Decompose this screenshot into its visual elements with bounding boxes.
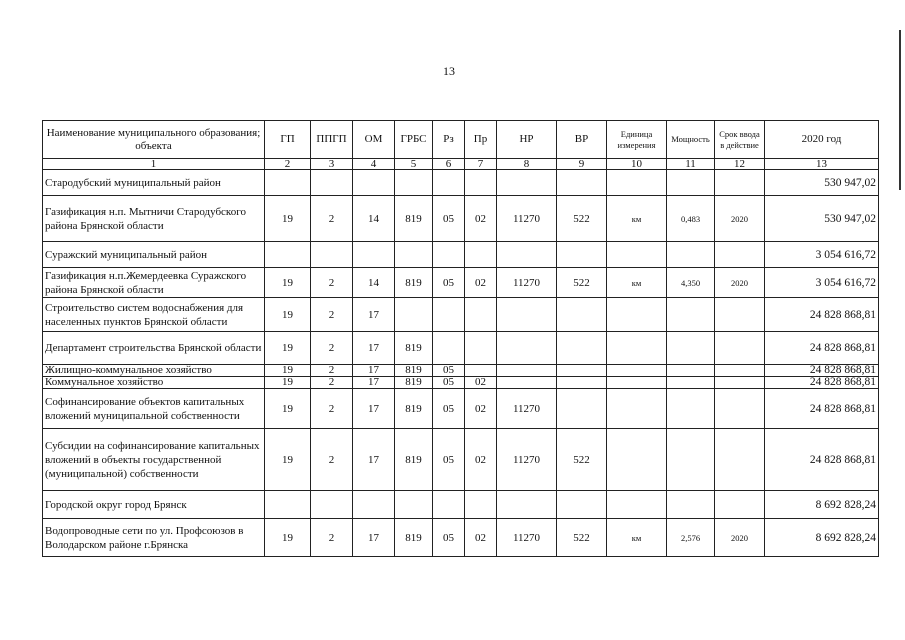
column-number: 7 — [465, 159, 497, 170]
power-cell — [667, 332, 715, 365]
rz-cell: 05 — [433, 377, 465, 389]
rz-cell: 05 — [433, 429, 465, 491]
power-cell — [667, 170, 715, 196]
nr-cell — [497, 332, 557, 365]
vr-cell — [557, 389, 607, 429]
pr-cell: 02 — [465, 429, 497, 491]
pr-cell: 02 — [465, 519, 497, 557]
nr-cell — [497, 170, 557, 196]
grbs-cell — [395, 298, 433, 332]
grbs-cell: 819 — [395, 389, 433, 429]
grbs-cell: 819 — [395, 377, 433, 389]
object-name-cell: Городской округ город Брянск — [43, 491, 265, 519]
object-name-cell: Жилищно-коммунальное хозяйство — [43, 365, 265, 377]
om-cell — [353, 242, 395, 268]
power-cell: 2,576 — [667, 519, 715, 557]
term-cell: 2020 — [715, 519, 765, 557]
nr-cell — [497, 377, 557, 389]
gp-cell: 19 — [265, 196, 311, 242]
column-number: 4 — [353, 159, 395, 170]
nr-cell: 11270 — [497, 429, 557, 491]
ppgp-cell — [311, 242, 353, 268]
unit-cell — [607, 389, 667, 429]
grbs-cell: 819 — [395, 519, 433, 557]
gp-cell: 19 — [265, 332, 311, 365]
nr-cell — [497, 298, 557, 332]
header-row — [43, 121, 879, 159]
column-number: 12 — [715, 159, 765, 170]
unit-cell — [607, 429, 667, 491]
object-name-cell: Коммунальное хозяйство — [43, 377, 265, 389]
vr-cell — [557, 332, 607, 365]
gp-cell: 19 — [265, 389, 311, 429]
unit-cell — [607, 365, 667, 377]
vr-cell: 522 — [557, 429, 607, 491]
amount-2020-cell: 24 828 868,81 — [765, 365, 879, 377]
om-cell: 17 — [353, 389, 395, 429]
gp-cell: 19 — [265, 377, 311, 389]
pr-cell: 02 — [465, 268, 497, 298]
header-cell: Единица измерения — [607, 121, 667, 159]
term-cell — [715, 242, 765, 268]
nr-cell: 11270 — [497, 389, 557, 429]
unit-cell — [607, 377, 667, 389]
ppgp-cell — [311, 170, 353, 196]
column-number: 3 — [311, 159, 353, 170]
power-cell — [667, 389, 715, 429]
om-cell: 14 — [353, 196, 395, 242]
table-row — [43, 298, 879, 332]
rz-cell: 05 — [433, 389, 465, 429]
ppgp-cell: 2 — [311, 196, 353, 242]
om-cell: 17 — [353, 377, 395, 389]
object-name-cell: Департамент строительства Брянской области — [43, 332, 265, 365]
amount-2020-cell: 530 947,02 — [765, 196, 879, 242]
unit-cell: км — [607, 196, 667, 242]
term-cell — [715, 429, 765, 491]
rz-cell — [433, 242, 465, 268]
amount-2020-cell: 530 947,02 — [765, 170, 879, 196]
table-row — [43, 519, 879, 557]
budget-table — [42, 120, 879, 557]
object-name-cell: Газификация н.п.Жемердеевка Суражского района Брянской области — [43, 268, 265, 298]
unit-cell: км — [607, 268, 667, 298]
header-cell: Срок ввода в действие — [715, 121, 765, 159]
pr-cell — [465, 170, 497, 196]
unit-cell — [607, 242, 667, 268]
column-number: 6 — [433, 159, 465, 170]
grbs-cell: 819 — [395, 365, 433, 377]
pr-cell — [465, 298, 497, 332]
power-cell — [667, 377, 715, 389]
grbs-cell: 819 — [395, 268, 433, 298]
om-cell: 17 — [353, 519, 395, 557]
column-number: 1 — [43, 159, 265, 170]
header-cell: НР — [497, 121, 557, 159]
header-cell: Мощность — [667, 121, 715, 159]
gp-cell: 19 — [265, 365, 311, 377]
gp-cell: 19 — [265, 429, 311, 491]
header-cell: ГРБС — [395, 121, 433, 159]
header-cell: ОМ — [353, 121, 395, 159]
om-cell: 17 — [353, 365, 395, 377]
table-row — [43, 389, 879, 429]
vr-cell — [557, 298, 607, 332]
power-cell — [667, 491, 715, 519]
term-cell — [715, 332, 765, 365]
ppgp-cell: 2 — [311, 389, 353, 429]
term-cell: 2020 — [715, 196, 765, 242]
rz-cell: 05 — [433, 268, 465, 298]
rz-cell: 05 — [433, 365, 465, 377]
header-cell: ВР — [557, 121, 607, 159]
object-name-cell: Строительство систем водоснабжения для населенных пунктов Брянской области — [43, 298, 265, 332]
unit-cell — [607, 491, 667, 519]
amount-2020-cell: 24 828 868,81 — [765, 332, 879, 365]
table-row — [43, 242, 879, 268]
grbs-cell: 819 — [395, 196, 433, 242]
amount-2020-cell: 24 828 868,81 — [765, 429, 879, 491]
nr-cell: 11270 — [497, 519, 557, 557]
object-name-cell: Софинансирование объектов капитальных вложений муниципальной собственности — [43, 389, 265, 429]
header-cell: Рз — [433, 121, 465, 159]
scan-edge-mark — [899, 30, 901, 190]
om-cell — [353, 491, 395, 519]
rz-cell — [433, 491, 465, 519]
table-row — [43, 268, 879, 298]
header-cell: ППГП — [311, 121, 353, 159]
amount-2020-cell: 24 828 868,81 — [765, 389, 879, 429]
nr-cell: 11270 — [497, 196, 557, 242]
table-row — [43, 365, 879, 377]
rz-cell — [433, 170, 465, 196]
header-cell: Наименование муниципального образования; объекта — [43, 121, 265, 159]
ppgp-cell: 2 — [311, 377, 353, 389]
table-row — [43, 196, 879, 242]
gp-cell: 19 — [265, 268, 311, 298]
vr-cell — [557, 365, 607, 377]
grbs-cell: 819 — [395, 332, 433, 365]
pr-cell — [465, 242, 497, 268]
object-name-cell: Газификация н.п. Мытничи Стародубского района Брянской области — [43, 196, 265, 242]
gp-cell: 19 — [265, 298, 311, 332]
term-cell — [715, 491, 765, 519]
vr-cell: 522 — [557, 196, 607, 242]
nr-cell — [497, 365, 557, 377]
gp-cell — [265, 242, 311, 268]
nr-cell: 11270 — [497, 268, 557, 298]
om-cell: 17 — [353, 298, 395, 332]
column-number: 13 — [765, 159, 879, 170]
term-cell — [715, 365, 765, 377]
table-row — [43, 429, 879, 491]
column-number: 11 — [667, 159, 715, 170]
header-cell: Пр — [465, 121, 497, 159]
page-number: 13 — [443, 64, 455, 78]
om-cell — [353, 170, 395, 196]
grbs-cell — [395, 491, 433, 519]
amount-2020-cell: 24 828 868,81 — [765, 377, 879, 389]
term-cell — [715, 170, 765, 196]
pr-cell: 02 — [465, 196, 497, 242]
ppgp-cell: 2 — [311, 298, 353, 332]
vr-cell: 522 — [557, 519, 607, 557]
table-row — [43, 170, 879, 196]
pr-cell — [465, 365, 497, 377]
term-cell — [715, 377, 765, 389]
column-number: 10 — [607, 159, 667, 170]
pr-cell: 02 — [465, 389, 497, 429]
column-number: 5 — [395, 159, 433, 170]
amount-2020-cell: 3 054 616,72 — [765, 242, 879, 268]
ppgp-cell: 2 — [311, 519, 353, 557]
unit-cell — [607, 298, 667, 332]
grbs-cell — [395, 170, 433, 196]
ppgp-cell: 2 — [311, 268, 353, 298]
amount-2020-cell: 8 692 828,24 — [765, 491, 879, 519]
ppgp-cell: 2 — [311, 429, 353, 491]
unit-cell — [607, 332, 667, 365]
vr-cell — [557, 170, 607, 196]
table-row — [43, 332, 879, 365]
unit-cell — [607, 170, 667, 196]
rz-cell — [433, 298, 465, 332]
object-name-cell: Водопроводные сети по ул. Профсоюзов в Володарском районе г.Брянска — [43, 519, 265, 557]
nr-cell — [497, 242, 557, 268]
pr-cell — [465, 332, 497, 365]
table-row — [43, 377, 879, 389]
nr-cell — [497, 491, 557, 519]
amount-2020-cell: 24 828 868,81 — [765, 298, 879, 332]
rz-cell — [433, 332, 465, 365]
column-number: 2 — [265, 159, 311, 170]
object-name-cell: Суражский муниципальный район — [43, 242, 265, 268]
pr-cell — [465, 491, 497, 519]
ppgp-cell: 2 — [311, 365, 353, 377]
power-cell — [667, 242, 715, 268]
vr-cell — [557, 491, 607, 519]
power-cell — [667, 298, 715, 332]
vr-cell — [557, 242, 607, 268]
om-cell: 17 — [353, 332, 395, 365]
term-cell: 2020 — [715, 268, 765, 298]
vr-cell — [557, 377, 607, 389]
power-cell — [667, 429, 715, 491]
gp-cell: 19 — [265, 519, 311, 557]
om-cell: 17 — [353, 429, 395, 491]
unit-cell: км — [607, 519, 667, 557]
amount-2020-cell: 3 054 616,72 — [765, 268, 879, 298]
column-number: 8 — [497, 159, 557, 170]
table-body — [43, 170, 879, 557]
gp-cell — [265, 491, 311, 519]
grbs-cell: 819 — [395, 429, 433, 491]
grbs-cell — [395, 242, 433, 268]
rz-cell: 05 — [433, 519, 465, 557]
object-name-cell: Субсидии на софинансирование капитальных вложений в объекты государственной (муниципальной) собственности — [43, 429, 265, 491]
om-cell: 14 — [353, 268, 395, 298]
gp-cell — [265, 170, 311, 196]
column-number-row — [43, 159, 879, 170]
power-cell: 0,483 — [667, 196, 715, 242]
pr-cell: 02 — [465, 377, 497, 389]
ppgp-cell: 2 — [311, 332, 353, 365]
table-row — [43, 491, 879, 519]
amount-2020-cell: 8 692 828,24 — [765, 519, 879, 557]
header-cell: ГП — [265, 121, 311, 159]
power-cell — [667, 365, 715, 377]
term-cell — [715, 298, 765, 332]
term-cell — [715, 389, 765, 429]
object-name-cell: Стародубский муниципальный район — [43, 170, 265, 196]
vr-cell: 522 — [557, 268, 607, 298]
rz-cell: 05 — [433, 196, 465, 242]
column-number: 9 — [557, 159, 607, 170]
power-cell: 4,350 — [667, 268, 715, 298]
ppgp-cell — [311, 491, 353, 519]
header-cell: 2020 год — [765, 121, 879, 159]
